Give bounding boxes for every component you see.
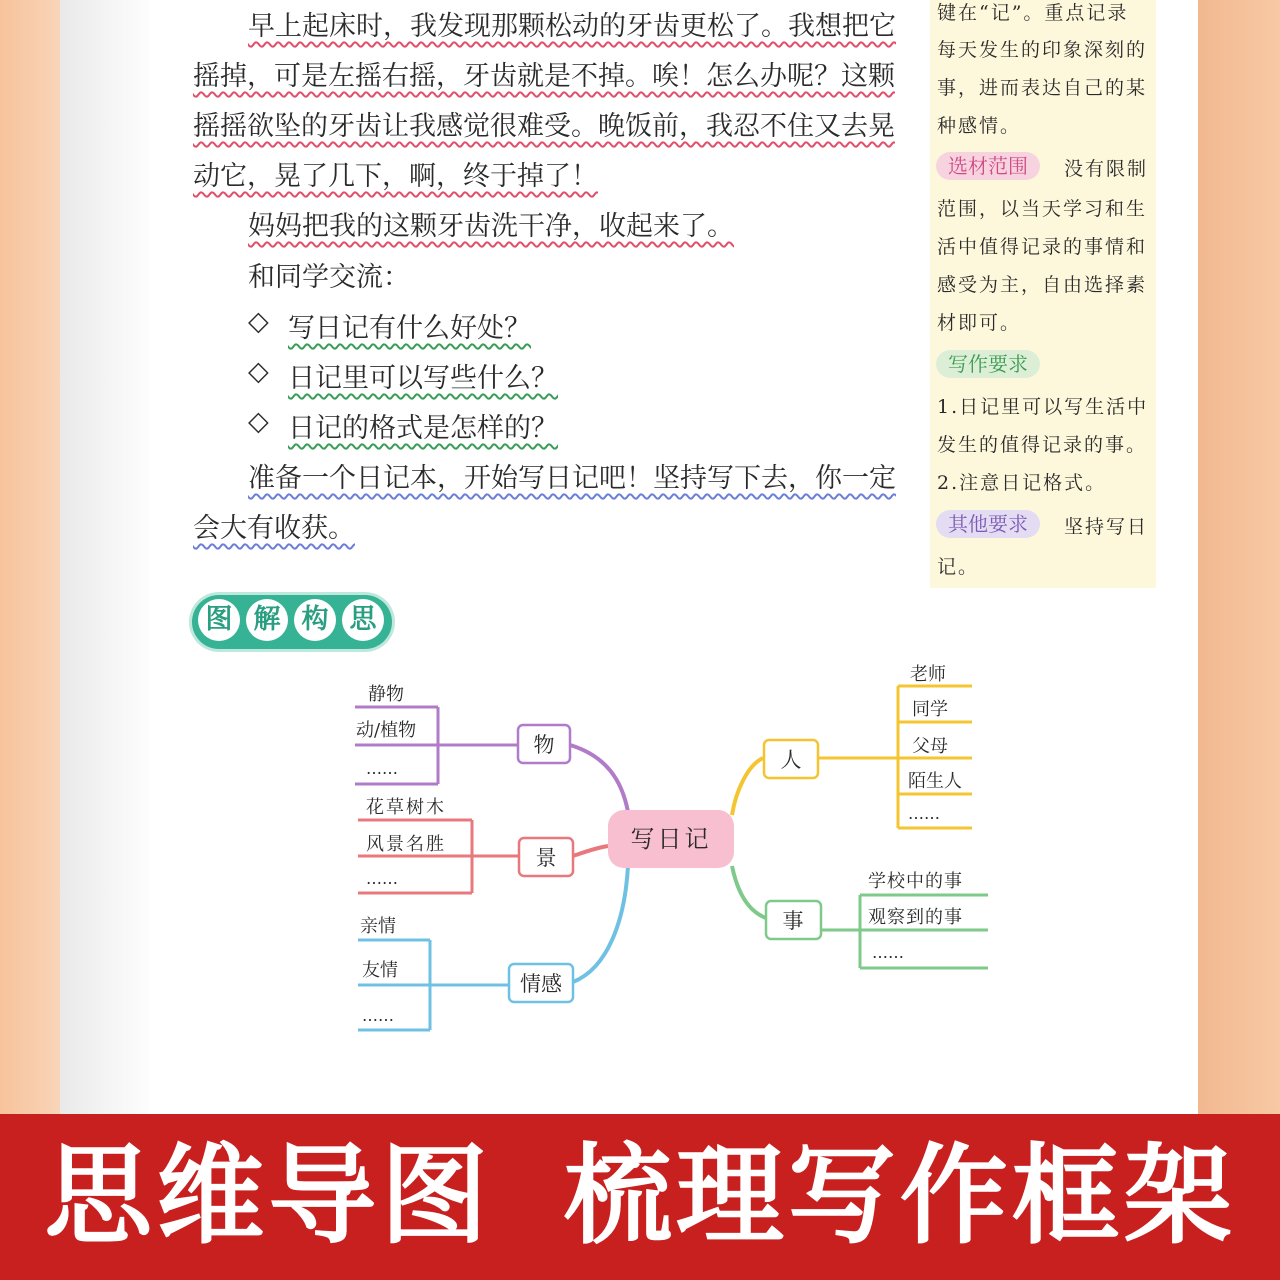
scope-line: 没有限制 [1064, 158, 1149, 180]
requirements-tag: 写作要求 [936, 350, 1040, 378]
scope-line: 活中值得记录的事情和 [937, 236, 1148, 258]
badge-char: 图 [198, 599, 240, 641]
leaf-text: 亲情 [360, 916, 396, 937]
diamond-bullet-icon: ◇ [248, 306, 269, 337]
leaf-text: 友情 [362, 960, 398, 981]
leaf-text: 静物 [368, 684, 404, 705]
leaf-text: 动/植物 [356, 720, 417, 741]
leaf-text: …… [872, 943, 904, 962]
closing-line-2: 会大有收获。 [193, 513, 355, 544]
node-ren-label: 人 [780, 748, 802, 772]
leaf-text: 观察到的事 [868, 907, 963, 928]
exchange-heading: 和同学交流： [248, 262, 410, 293]
leaf-text: 同学 [912, 699, 948, 720]
paragraph-1-line-4: 动它，晃了几下，啊，终于掉了！ [193, 161, 598, 192]
connector-jing [573, 846, 608, 856]
node-qinggan-label: 情感 [520, 972, 562, 996]
intro-line: 事，进而表达自己的某 [937, 77, 1148, 99]
question-text: 写日记有什么好处？ [288, 313, 531, 344]
node-jing-label: 景 [535, 846, 557, 870]
closing-line-1: 准备一个日记本，开始写日记吧！坚持写下去，你一定 [248, 463, 896, 494]
other-requirements-tag: 其他要求 [936, 510, 1040, 538]
paragraph-2: 妈妈把我的这颗牙齿洗干净，收起来了。 [248, 211, 734, 242]
leaf-text: …… [366, 759, 398, 778]
scope-line: 材即可。 [937, 312, 1022, 334]
leaf-text: 父母 [912, 736, 948, 757]
other-line: 坚持写日 [1064, 516, 1149, 538]
leaf-text: 风景名胜 [366, 834, 446, 855]
badge-char: 思 [342, 599, 384, 641]
leaf-text: 老师 [910, 664, 946, 685]
other-line: 记。 [937, 556, 980, 578]
scope-line: 范围，以当天学习和生 [937, 198, 1148, 220]
requirement-line: 发生的值得记录的事。 [937, 434, 1148, 456]
badge-char: 构 [294, 599, 336, 641]
node-shi-label: 事 [782, 909, 804, 933]
intro-line: 每天发生的印象深刻的 [937, 39, 1148, 61]
intro-line: 键在“记”。重点记录 [937, 2, 1129, 24]
question-text: 日记里可以写些什么？ [288, 363, 558, 394]
scope-tag: 选材范围 [936, 152, 1040, 180]
connector-ren [732, 758, 763, 815]
connector-wu [570, 745, 628, 812]
diamond-bullet-icon: ◇ [248, 356, 269, 387]
node-wu-label: 物 [533, 733, 555, 757]
promo-banner: 思维导图 梳理写作框架 [0, 1114, 1280, 1280]
leaf-text: 花草树木 [366, 797, 446, 818]
paragraph-1-line-2: 摇掉，可是左摇右摇，牙齿就是不掉。唉！怎么办呢？这颗 [193, 61, 895, 92]
badge-char: 解 [246, 599, 288, 641]
leaf-text: …… [908, 804, 940, 823]
intro-line: 种感情。 [937, 115, 1022, 137]
requirement-line: 1.日记里可以写生活中 [937, 396, 1149, 418]
question-text: 日记的格式是怎样的？ [288, 413, 558, 444]
leaf-text: …… [366, 869, 398, 888]
diamond-bullet-icon: ◇ [248, 406, 269, 437]
leaf-text: …… [362, 1006, 394, 1025]
connector-shi [732, 866, 766, 918]
connector-qinggan [573, 866, 628, 982]
leaf-text: 陌生人 [908, 771, 962, 792]
requirement-line: 2.注意日记格式。 [937, 472, 1107, 494]
node-center-label: 写日记 [630, 825, 712, 853]
leaf-text: 学校中的事 [868, 871, 963, 892]
paragraph-1-line-1: 早上起床时，我发现那颗松动的牙齿更松了。我想把它 [248, 11, 896, 42]
scope-line: 感受为主，自由选择素 [937, 274, 1148, 296]
paragraph-1-line-3: 摇摇欲坠的牙齿让我感觉很难受。晚饭前，我忍不住又去晃 [193, 111, 895, 142]
